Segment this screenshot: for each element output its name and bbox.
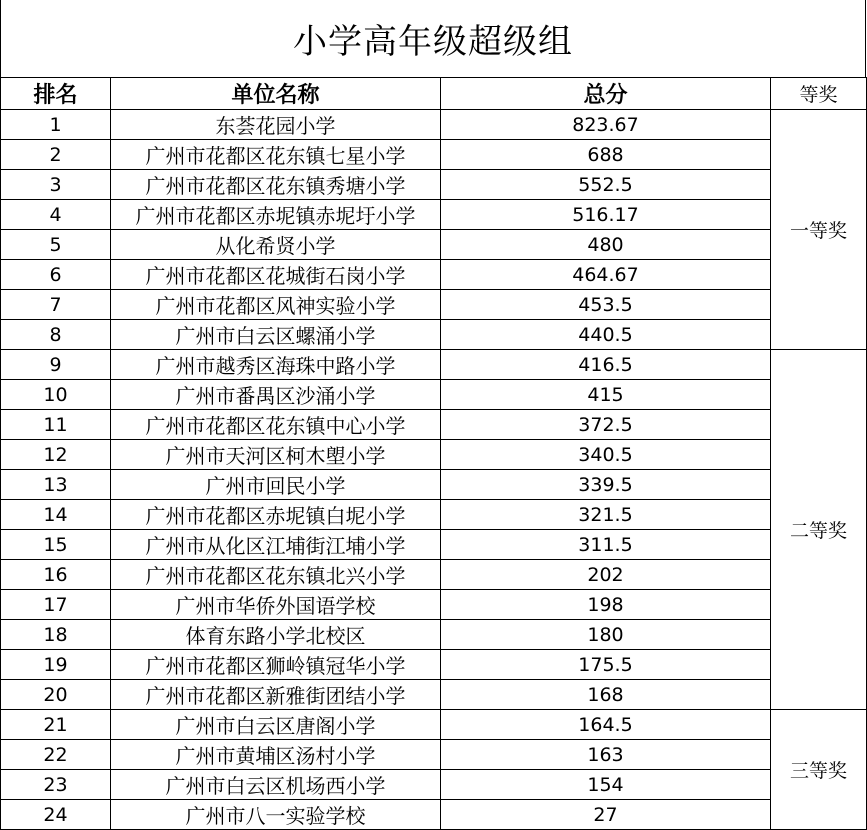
unit-name-cell[interactable]: 体育东路小学北校区	[111, 620, 441, 650]
rank-cell[interactable]: 8	[1, 320, 111, 350]
score-cell[interactable]: 339.5	[441, 470, 771, 500]
table-row	[1, 770, 867, 800]
table-row	[1, 170, 867, 200]
rank-cell[interactable]: 3	[1, 170, 111, 200]
header-unit[interactable]: 单位名称	[111, 78, 441, 110]
unit-name-cell[interactable]: 广州市花都区花城街石岗小学	[111, 260, 441, 290]
table-row	[1, 740, 867, 770]
table-row	[1, 140, 867, 170]
score-cell[interactable]: 440.5	[441, 320, 771, 350]
unit-name-cell[interactable]: 广州市花都区新雅街团结小学	[111, 680, 441, 710]
award-cell[interactable]: 一等奖	[771, 110, 867, 350]
table-row	[1, 800, 867, 830]
unit-name-cell[interactable]: 广州市回民小学	[111, 470, 441, 500]
score-cell[interactable]: 180	[441, 620, 771, 650]
score-cell[interactable]: 415	[441, 380, 771, 410]
rank-cell[interactable]: 2	[1, 140, 111, 170]
rank-cell[interactable]: 16	[1, 560, 111, 590]
header-award[interactable]: 等奖	[771, 78, 867, 110]
unit-name-cell[interactable]: 广州市黄埔区汤村小学	[111, 740, 441, 770]
unit-name-cell[interactable]: 广州市番禺区沙涌小学	[111, 380, 441, 410]
table-row	[1, 650, 867, 680]
score-cell[interactable]: 311.5	[441, 530, 771, 560]
unit-name-cell[interactable]: 广州市花都区风神实验小学	[111, 290, 441, 320]
rank-cell[interactable]: 7	[1, 290, 111, 320]
unit-name-cell[interactable]: 广州市花都区花东镇秀塘小学	[111, 170, 441, 200]
title-cell[interactable]	[0, 0, 866, 77]
score-cell[interactable]: 552.5	[441, 170, 771, 200]
table-row	[1, 560, 867, 590]
score-cell[interactable]: 168	[441, 680, 771, 710]
rank-cell[interactable]: 15	[1, 530, 111, 560]
unit-name-cell[interactable]: 广州市花都区花东镇中心小学	[111, 410, 441, 440]
page-title: 小学高年级超级组	[293, 22, 573, 62]
score-cell[interactable]: 321.5	[441, 500, 771, 530]
rank-cell[interactable]: 6	[1, 260, 111, 290]
unit-name-cell[interactable]: 广州市花都区赤坭镇赤坭圩小学	[111, 200, 441, 230]
unit-name-cell[interactable]: 广州市八一实验学校	[111, 800, 441, 830]
unit-name-cell[interactable]: 广州市从化区江埔街江埔小学	[111, 530, 441, 560]
table-row	[1, 530, 867, 560]
rank-cell[interactable]: 5	[1, 230, 111, 260]
unit-name-cell[interactable]: 广州市越秀区海珠中路小学	[111, 350, 441, 380]
score-cell[interactable]: 202	[441, 560, 771, 590]
unit-name-cell[interactable]: 广州市华侨外国语学校	[111, 590, 441, 620]
table-row	[1, 590, 867, 620]
table-row	[1, 440, 867, 470]
rank-cell[interactable]: 14	[1, 500, 111, 530]
rank-cell[interactable]: 24	[1, 800, 111, 830]
rank-cell[interactable]: 23	[1, 770, 111, 800]
unit-name-cell[interactable]: 广州市花都区花东镇北兴小学	[111, 560, 441, 590]
score-cell[interactable]: 823.67	[441, 110, 771, 140]
table-row	[1, 260, 867, 290]
table-row	[1, 470, 867, 500]
table-row	[1, 230, 867, 260]
header-row	[1, 78, 867, 110]
rank-cell[interactable]: 17	[1, 590, 111, 620]
table-row	[1, 410, 867, 440]
table-row	[1, 380, 867, 410]
unit-name-cell[interactable]: 广州市白云区机场西小学	[111, 770, 441, 800]
table-row	[1, 620, 867, 650]
unit-name-cell[interactable]: 广州市白云区螺涌小学	[111, 320, 441, 350]
rank-cell[interactable]: 1	[1, 110, 111, 140]
table-row	[1, 290, 867, 320]
table-row	[1, 320, 867, 350]
rank-cell[interactable]: 18	[1, 620, 111, 650]
unit-name-cell[interactable]: 广州市天河区柯木塱小学	[111, 440, 441, 470]
unit-name-cell[interactable]: 从化希贤小学	[111, 230, 441, 260]
award-cell[interactable]: 二等奖	[771, 350, 867, 710]
score-cell[interactable]: 464.67	[441, 260, 771, 290]
score-cell[interactable]: 27	[441, 800, 771, 830]
ranking-table	[0, 77, 867, 830]
table-row	[1, 680, 867, 710]
score-cell[interactable]: 198	[441, 590, 771, 620]
table-body	[1, 110, 867, 830]
rank-cell[interactable]: 19	[1, 650, 111, 680]
rank-cell[interactable]: 4	[1, 200, 111, 230]
rank-cell[interactable]: 12	[1, 440, 111, 470]
score-cell[interactable]: 175.5	[441, 650, 771, 680]
unit-name-cell[interactable]: 广州市花都区花东镇七星小学	[111, 140, 441, 170]
rank-cell[interactable]: 13	[1, 470, 111, 500]
unit-name-cell[interactable]: 东荟花园小学	[111, 110, 441, 140]
score-cell[interactable]: 688	[441, 140, 771, 170]
table-row	[1, 710, 867, 740]
score-cell[interactable]: 453.5	[441, 290, 771, 320]
rank-cell[interactable]: 22	[1, 740, 111, 770]
unit-name-cell[interactable]: 广州市花都区赤坭镇白坭小学	[111, 500, 441, 530]
rank-cell[interactable]: 10	[1, 380, 111, 410]
rank-cell[interactable]: 21	[1, 710, 111, 740]
score-cell[interactable]: 163	[441, 740, 771, 770]
score-cell[interactable]: 416.5	[441, 350, 771, 380]
unit-name-cell[interactable]: 广州市白云区唐阁小学	[111, 710, 441, 740]
table-row	[1, 110, 867, 140]
score-cell[interactable]: 164.5	[441, 710, 771, 740]
score-cell[interactable]: 154	[441, 770, 771, 800]
score-cell[interactable]: 480	[441, 230, 771, 260]
score-cell[interactable]: 372.5	[441, 410, 771, 440]
header-score[interactable]: 总分	[441, 78, 771, 110]
table-row	[1, 350, 867, 380]
header-rank[interactable]: 排名	[1, 78, 111, 110]
score-cell[interactable]: 516.17	[441, 200, 771, 230]
unit-name-cell[interactable]: 广州市花都区狮岭镇冠华小学	[111, 650, 441, 680]
rank-cell[interactable]: 11	[1, 410, 111, 440]
rank-cell[interactable]: 20	[1, 680, 111, 710]
rank-cell[interactable]: 9	[1, 350, 111, 380]
award-cell[interactable]: 三等奖	[771, 710, 867, 830]
table-row	[1, 200, 867, 230]
table-row	[1, 500, 867, 530]
score-cell[interactable]: 340.5	[441, 440, 771, 470]
